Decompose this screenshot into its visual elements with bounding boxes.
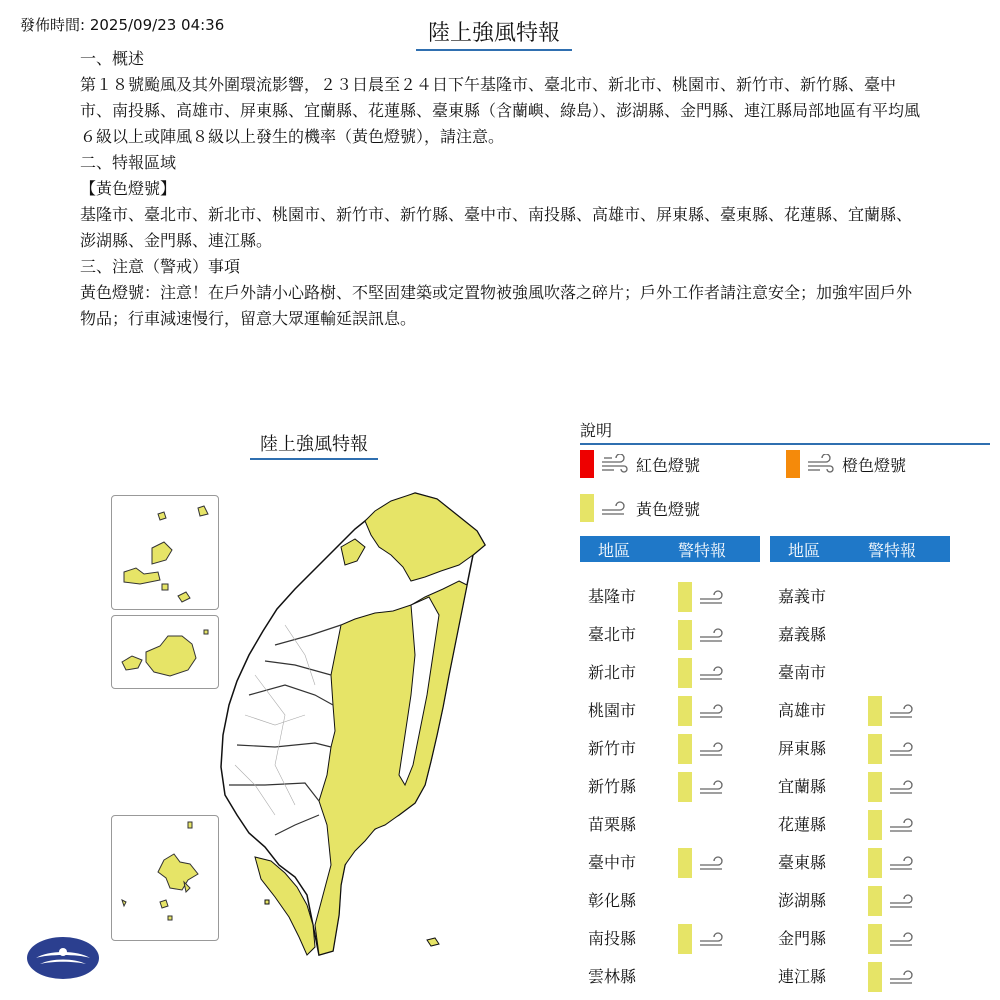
legend-item-red [580,450,700,478]
header-warning: 警特報 [868,540,917,560]
region-name: 嘉義縣 [778,624,827,644]
wind-icon [698,703,728,727]
table-row [770,730,950,764]
wind-icon [600,498,630,518]
wind-icon [888,893,918,913]
table-row [580,844,760,878]
section-heading-caution: 三、注意（警戒）事項 [80,257,241,276]
section-heading-area: 二、特報區域 [80,153,177,172]
yellow-warning-bar [678,658,692,688]
wind-icon [888,817,918,837]
liuqiu-island [265,900,269,904]
table-row [770,882,950,916]
region-name: 花蓮縣 [778,814,827,834]
wind-icon [698,741,728,761]
table-row [770,578,950,612]
legend-item-orange [786,450,906,478]
region-name: 金門縣 [778,928,827,948]
table-row [580,616,760,650]
region-name: 宜蘭縣 [778,776,827,796]
wind-icon [888,969,918,989]
header-region: 地區 [788,540,821,560]
issue-time: 發佈時間: 2025/09/23 04:36 [20,16,225,34]
region-name: 苗栗縣 [588,814,637,834]
header-warning: 警特報 [678,540,727,560]
table-row [580,958,760,992]
red-swatch [580,450,594,478]
region-name: 澎湖縣 [778,890,827,910]
table-row [770,768,950,802]
table-row [770,958,950,992]
table-header-right [770,536,950,562]
map-title: 陸上強風特報 [250,430,378,460]
region-name: 臺北市 [588,624,637,644]
region-name: 新竹縣 [588,776,637,796]
legend-label-yellow: 黃色燈號 [636,499,701,519]
caution-text: 黃色燈號：注意！在戶外請小心路樹、不堅固建築或定置物被強風吹落之碎片；戶外工作者請注意安全；加強牢固戶外物品；行車減速慢行，留意大眾運輸延誤訊息。 [80,283,913,328]
wind-icon [698,703,728,723]
section-heading-overview: 一、概述 [80,49,145,68]
region-name: 高雄市 [778,700,827,720]
yellow-warning-bar [868,696,882,726]
legend-label-orange: 橙色燈號 [842,455,907,475]
table-row [770,844,950,878]
region-name: 臺中市 [588,852,637,872]
yellow-warning-bar [868,848,882,878]
table-row [580,692,760,726]
yellow-warning-bar [678,772,692,802]
region-name: 臺南市 [778,662,827,682]
green-island [427,938,439,946]
table-row [580,920,760,954]
inset-kinmen [111,615,219,689]
table-row [580,882,760,916]
legend-title: 說明 [580,418,990,445]
table-row [770,920,950,954]
region-name: 雲林縣 [588,966,637,986]
inset-penghu [111,815,219,941]
page-title: 陸上強風特報 [416,16,572,51]
wind-icon [888,931,918,955]
yellow-warning-bar [678,924,692,954]
region-name: 新竹市 [588,738,637,758]
bulletin-text [80,46,920,332]
yellow-warning-bar [678,582,692,612]
table-row [770,692,950,726]
region-name: 嘉義市 [778,586,827,606]
wind-icon [698,779,728,799]
region-name: 南投縣 [588,928,637,948]
wind-icon [698,627,728,651]
wind-icon [698,741,728,765]
wind-icon [888,817,918,841]
wind-icon [888,779,918,799]
wind-icon [698,665,728,689]
wind-icon [698,589,728,609]
table-row [770,806,950,840]
yellow-signal-heading: 【黃色燈號】 [80,179,177,198]
cwa-logo [26,936,100,980]
region-name: 基隆市 [588,586,637,606]
yellow-warning-bar [678,620,692,650]
penghu-islands [112,816,218,940]
table-row [770,654,950,688]
wind-icon [888,741,918,765]
table-row [580,730,760,764]
wind-icon [698,931,728,951]
wind-icon [888,855,918,875]
yellow-warning-bar [678,734,692,764]
table-row [580,768,760,802]
legend-item-yellow [580,494,700,522]
orange-swatch [786,450,800,478]
region-name: 彰化縣 [588,890,637,910]
strong-wind-icon [806,454,836,474]
wind-icon [698,855,728,879]
wind-icon [698,627,728,647]
wind-icon [888,741,918,761]
area-list-text: 基隆市、臺北市、新北市、桃園市、新竹市、新竹縣、臺中市、南投縣、高雄市、屏東縣、臺東縣、花蓮縣、宜蘭縣、澎湖縣、金門縣、連江縣。 [80,205,913,250]
wind-icon [698,665,728,685]
matsu-islands [112,496,218,609]
kinmen-islands [112,616,218,688]
legend-label-red: 紅色燈號 [636,455,701,475]
yellow-warning-bar [868,772,882,802]
yellow-warning-bar [678,848,692,878]
yellow-warning-bar [678,696,692,726]
wind-icon [698,855,728,875]
region-name: 連江縣 [778,966,827,986]
yellow-swatch [580,494,594,522]
wind-icon [698,589,728,613]
wind-icon [698,931,728,955]
wind-icon [698,779,728,803]
region-name: 新北市 [588,662,637,682]
yellow-warning-bar [868,810,882,840]
yellow-warning-bar [868,886,882,916]
wind-icon [888,855,918,879]
yellow-warning-bar [868,734,882,764]
wind-icon [888,893,918,917]
table-header-left [580,536,760,562]
yellow-warning-bar [868,962,882,992]
region-name: 桃園市 [588,700,637,720]
taiwan-map [215,485,505,965]
inset-matsu [111,495,219,610]
wind-icon [888,779,918,803]
wind-icon [888,703,918,727]
wind-icon [888,703,918,723]
wind-icon [888,969,918,993]
strong-wind-icon [600,454,630,474]
overview-text: 第１８號颱風及其外圍環流影響，２３日晨至２４日下午基隆市、臺北市、新北市、桃園市、新竹市、新竹縣、臺中市、南投縣、高雄市、屏東縣、宜蘭縣、花蓮縣、臺東縣（含蘭嶼、綠島）、澎湖縣、金門縣、連江縣局部地區有平均風６級以上或陣風８級以上發生的機率（黃色燈號），請注意。 [80,75,921,146]
table-row [580,578,760,612]
yellow-warning-bar [868,924,882,954]
wind-icon [888,931,918,951]
region-name: 屏東縣 [778,738,827,758]
table-row [580,654,760,688]
region-name: 臺東縣 [778,852,827,872]
table-row [770,616,950,650]
header-region: 地區 [598,540,631,560]
table-row [580,806,760,840]
